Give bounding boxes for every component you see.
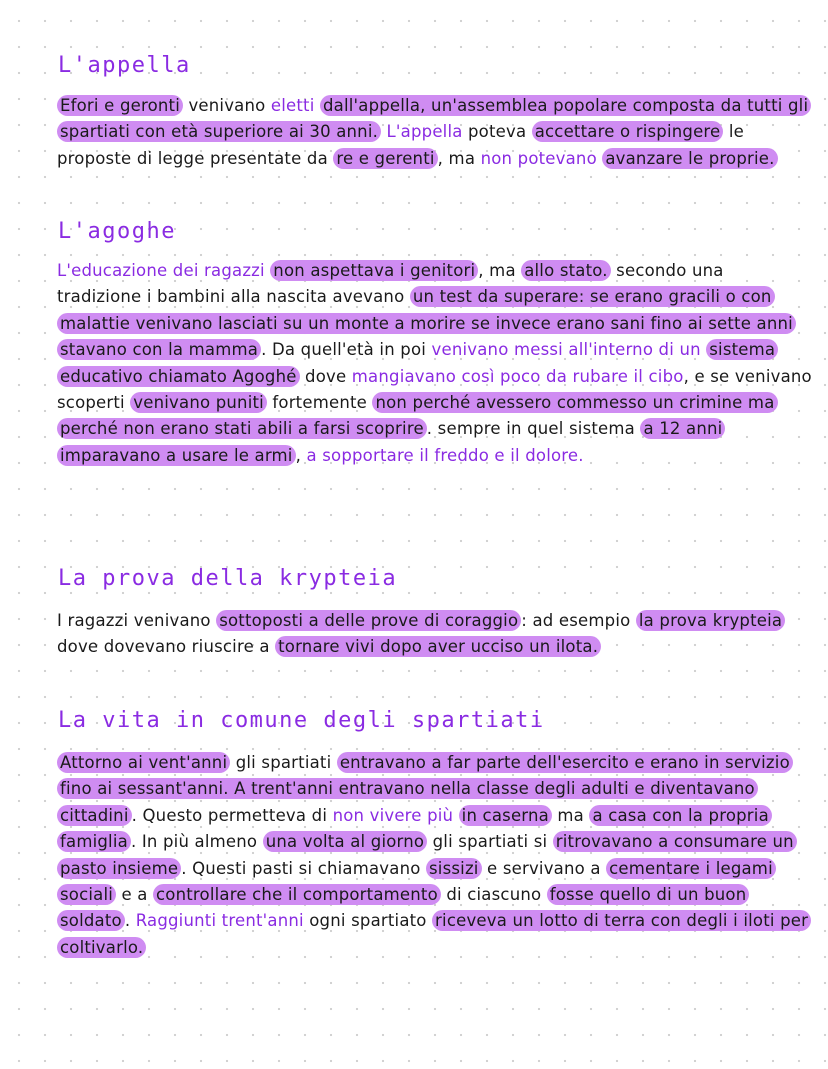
purple-text: Raggiunti trent'anni bbox=[135, 911, 304, 931]
highlighted-text: re e gerenti bbox=[333, 148, 437, 169]
highlighted-text: accettare o rispingere bbox=[532, 121, 724, 142]
paragraph-krypteia bbox=[57, 608, 813, 661]
body-text: gli spartiati si bbox=[427, 832, 553, 852]
highlighted-text: riceveva un lotto di terra con degli i iloti per coltivarlo. bbox=[57, 910, 811, 957]
highlighted-text: a 12 anni imparavano a usare le armi bbox=[57, 418, 725, 465]
highlighted-text: un test da superare: se erano gracili o con malattie venivano lasciati su un monte a morire se invece erano sani fino ai sette anni stavano con la mamma bbox=[57, 286, 796, 360]
highlighted-text: allo stato. bbox=[521, 260, 611, 281]
heading-vita-in-comune: La vita in comune degli spartiati bbox=[58, 708, 545, 733]
body-text: di ciascuno bbox=[440, 885, 547, 905]
paragraph-appella bbox=[57, 93, 813, 172]
highlighted-text: ritrovavano a consumare un pasto insieme bbox=[57, 831, 797, 878]
paragraph-agoghe bbox=[57, 258, 813, 469]
body-text: dove bbox=[299, 366, 352, 386]
heading-appella: L'appella bbox=[58, 53, 191, 78]
highlighted-text: avanzare le proprie. bbox=[602, 148, 777, 169]
body-text: le proposte di legge presentate da bbox=[57, 122, 745, 168]
highlighted-text: in caserna bbox=[459, 805, 552, 826]
highlighted-text: entravano a far parte dell'esercito e erano in servizio fino ai sessant'anni. A trent'anni entravano nella classe degli adulti e diventavano cittadini bbox=[57, 752, 793, 826]
body-text: . In più almeno bbox=[130, 832, 263, 852]
purple-text: non potevano bbox=[480, 148, 597, 168]
body-text: . Da quell'età in poi bbox=[261, 340, 432, 360]
body-text: , e se venivano scoperti bbox=[57, 366, 812, 413]
paragraph-vita-in-comune bbox=[57, 750, 813, 961]
body-text: poteva bbox=[462, 122, 532, 142]
highlighted-text: venivano puniti bbox=[130, 392, 267, 413]
purple-text: L'educazione dei ragazzi bbox=[57, 261, 265, 280]
body-text: venivano bbox=[183, 96, 271, 115]
highlighted-text: cementare i legami sociali bbox=[57, 858, 776, 905]
body-text: I ragazzi venivano bbox=[57, 611, 217, 630]
highlighted-text: dall'appella, un'assemblea popolare composta da tutti gli spartiati con età superiore ai 30 anni. bbox=[57, 95, 811, 142]
body-text: ogni spartiato bbox=[303, 911, 433, 931]
heading-agoghe: L'agoghe bbox=[58, 219, 176, 244]
body-text: secondo una tradizione i bambini alla nascita avevano bbox=[57, 261, 724, 307]
body-text: . Questo permetteva di bbox=[131, 805, 333, 825]
highlighted-text: sissizi bbox=[426, 858, 482, 879]
purple-text: venivano messi all'interno di un bbox=[431, 340, 701, 360]
body-text bbox=[453, 806, 458, 825]
body-text: : ad esempio bbox=[521, 611, 636, 630]
highlighted-text: sottoposti a delle prove di coraggio bbox=[216, 610, 521, 631]
purple-text: eletti bbox=[270, 96, 315, 115]
purple-text: L'appella bbox=[386, 122, 463, 142]
heading-krypteia: La prova della krypteia bbox=[58, 566, 398, 591]
purple-text: mangiavano così poco da rubare il cibo bbox=[351, 366, 684, 386]
body-text: dove dovevano riuscire a bbox=[57, 637, 276, 657]
body-text: , ma bbox=[437, 148, 481, 168]
body-text: e servivano a bbox=[481, 858, 607, 878]
highlighted-text: a casa con la propria famiglia bbox=[57, 805, 772, 852]
highlighted-text: sistema educativo chiamato Agoghé bbox=[57, 339, 778, 386]
highlighted-text: una volta al giorno bbox=[263, 831, 427, 852]
purple-text: non vivere più bbox=[332, 805, 454, 825]
purple-text: a sopportare il freddo e il dolore. bbox=[306, 445, 584, 465]
highlighted-text: non perché avessero commesso un crimine ma perché non erano stati abili a farsi scoprire bbox=[57, 392, 778, 439]
body-text: e a bbox=[116, 885, 154, 905]
body-text: . Questi pasti si chiamavano bbox=[181, 858, 426, 878]
highlighted-text: controllare che il comportamento bbox=[153, 884, 441, 905]
body-text: fortemente bbox=[266, 393, 373, 413]
body-text: . bbox=[124, 911, 136, 931]
highlighted-text: tornare vivi dopo aver ucciso un ilota. bbox=[275, 636, 601, 657]
highlighted-text: Efori e geronti bbox=[57, 95, 183, 116]
highlighted-text: Attorno ai vent'anni bbox=[57, 752, 230, 773]
body-text: gli spartiati bbox=[230, 753, 337, 772]
body-text: . sempre in quel sistema bbox=[426, 419, 641, 439]
highlighted-text: la prova krypteia bbox=[636, 610, 785, 631]
highlighted-text: non aspettava i genitori bbox=[270, 260, 478, 281]
body-text: , ma bbox=[478, 261, 522, 280]
body-text: ma bbox=[551, 805, 590, 825]
body-text: , bbox=[295, 445, 307, 465]
highlighted-text: fosse quello di un buon soldato bbox=[57, 884, 749, 931]
